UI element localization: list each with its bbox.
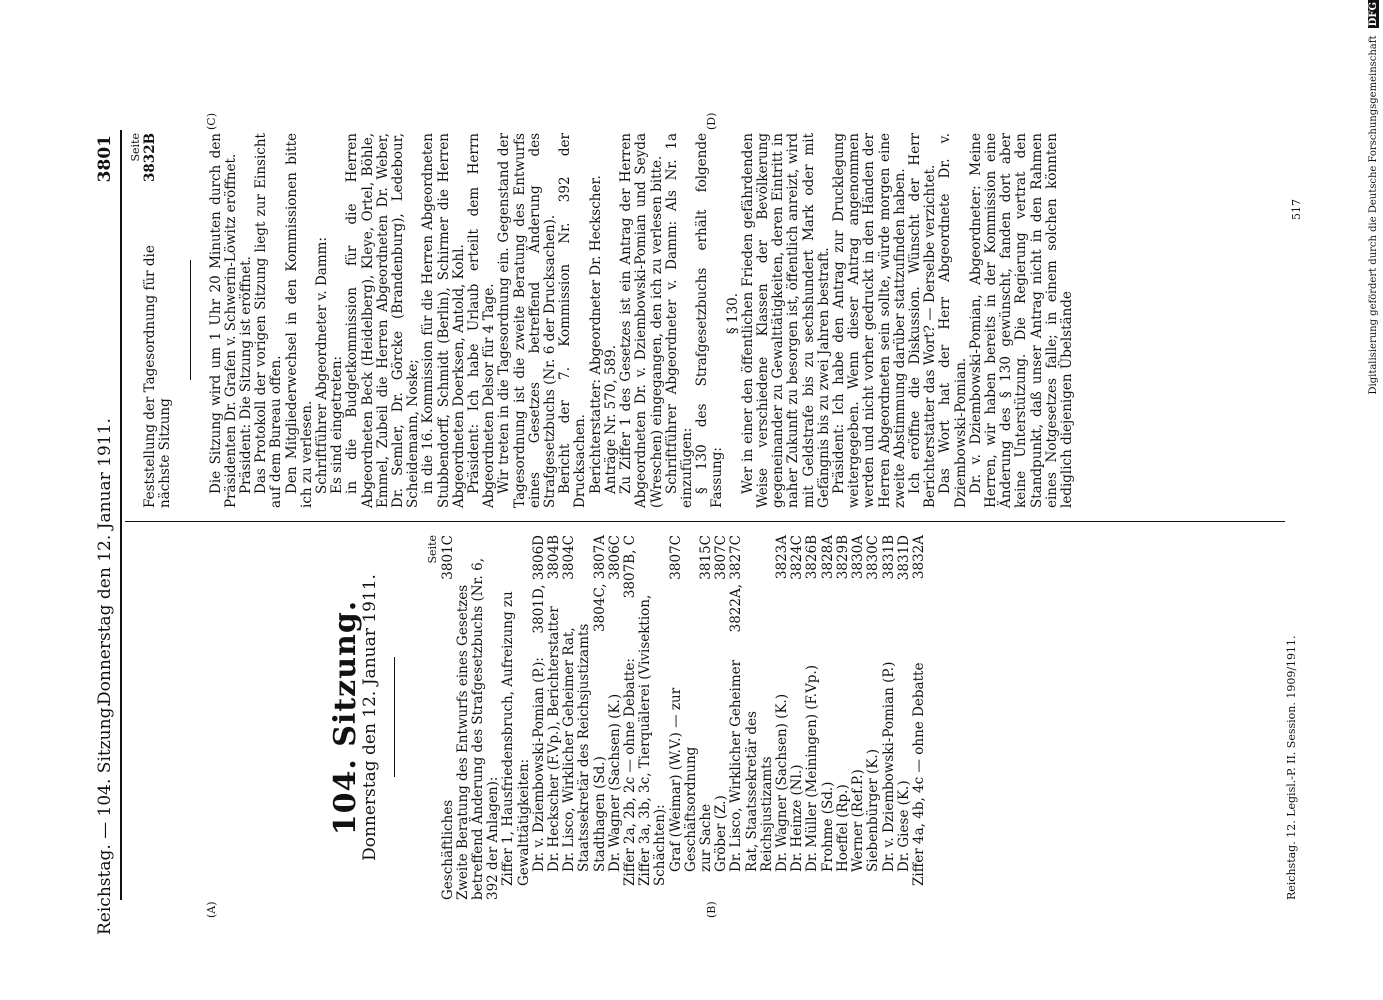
toc-item-text: Ziffer 2a, 2b, 2c — ohne Debatte: <box>622 658 639 886</box>
toc-item-page: 3801D, 3806D <box>530 535 547 634</box>
paragraph: Die Sitzung wird um 1 Uhr 20 Minuten durch den Präsidenten Dr. Grafen v. Schwerin-Löwitz eröffnet. <box>207 133 239 508</box>
paragraph: Anträge Nr. 570, 589. <box>602 344 619 494</box>
toc-item <box>669 535 699 900</box>
section-rule <box>190 261 191 381</box>
title-rule <box>394 658 395 778</box>
toc-item-text: Geschäftliches <box>439 799 456 900</box>
toc-item <box>729 535 775 900</box>
toc-item-text: Dr. Lisco, Wirklicher Geheimer Rat, Staatssekretär des Reichsjustizamts <box>561 623 593 872</box>
dfg-logo: DFG <box>1368 2 1379 27</box>
toc-item-text: Stadthagen (Sd.) <box>591 756 608 872</box>
toc-item <box>638 535 668 900</box>
toc-item-page: 3832A <box>910 535 927 580</box>
paragraph: Präsident: Ich habe Urlaub erteilt dem Herrn Abgeordneten Delsor für 4 Tage. <box>466 133 498 508</box>
toc-item-text: Frohme (Sd.) <box>819 781 836 872</box>
toc-item-page: 3804C, 3807A <box>591 535 608 632</box>
toc-item-text: Ziffer 3a, 3b, 3c, Tierquälerei (Vivisektion, Schächten): <box>637 594 669 886</box>
paragraph: § 130 des Strafgesetzbuchs erhält folgende Fassung: <box>694 133 726 508</box>
toc-item-text: Dr. Heinze (Nl.) <box>789 764 806 872</box>
header-page-number: 3801 <box>95 135 115 183</box>
paragraph: in die Budgetkommission für die Herren Abgeordneten Beck (Heidelberg), Kleye, Ortel, Böhle, Emmel, Zubeil die Herren Abgeordneten Dr. Weber, Dr. Semler, Dr. Görcke (Brandenburg), Ledebour, Scheidemann, Noske; <box>344 133 422 508</box>
toc-item-text: Gröber (Z.) <box>713 795 730 872</box>
toc-item-text: Ziffer 1, Hausfriedensbruch, Aufreizung zu Gewalttätigkeiten: <box>500 591 532 886</box>
paragraph: Schriftführer Abgeordneter v. Damm: Als Nr. 1a einzufügen: <box>663 133 695 508</box>
toc-item-page: 3828A <box>819 535 836 580</box>
toc-item-page: 3804B <box>546 535 563 580</box>
paragraph: Berichterstatter: Abgeordneter Dr. Heckscher. <box>587 175 604 494</box>
toc-item-page: 3823A <box>774 535 791 580</box>
toc-item-text: Dr. Wagner (Sachsen) (K.) <box>606 693 623 872</box>
left-column <box>128 535 927 900</box>
paragraph: Das Protokoll der vorigen Sitzung liegt zur Einsicht auf dem Bureau offen. <box>253 133 285 508</box>
toc-item-text: Graf (Weimar) (W.V.) — zur Geschäftsordnung <box>667 687 699 872</box>
toc-item-page: 3830A <box>850 535 867 580</box>
paragraph: Ich eröffne die Diskussion. Wünscht der Herr Berichterstatter das Wort? — Derselbe verzichtet. <box>906 133 939 508</box>
session-date: Donnerstag den 12. Januar 1911. <box>360 574 381 861</box>
toc-item <box>882 535 897 900</box>
toc-item-text: Dr. Giese (K.) <box>895 780 912 872</box>
paragraph: Es sind eingetreten: <box>329 355 346 494</box>
dfg-credit-strip <box>1368 0 1383 1000</box>
toc-item <box>821 535 836 900</box>
toc-item-page: 3822A, 3827C <box>728 535 745 633</box>
right-column <box>128 133 1075 508</box>
toc-item <box>699 535 714 900</box>
toc-item-page: 3804C <box>561 535 578 580</box>
paragraph: Dr. v. Dziembowski-Pomian, Abgeordneter: Meine Herren, wir haben bereits in der Kommission eine Änderung des § 130 gewünscht, fanden dort aber keine Unterstützung. Die Regierung vertrat den Standpunkt, daß unser Antrag nicht in den Rahmen eines Notgesetzes falle; in einem solchen könnten lediglich diejenigen Übelstände <box>967 133 1075 508</box>
page-footer: Reichstag. 12. Legisl.-P. II. Session. 1909/1911. <box>1285 635 1298 900</box>
toc-item <box>714 535 729 900</box>
toc-item <box>790 535 805 900</box>
toc-item-text: Feststellung der Tagesordnung für die nächste Sitzung <box>142 245 174 508</box>
paragraph: Wer in einer den öffentlichen Frieden gefährdenden Weise verschiedene Klassen der Bevölkerung gegeneinander zu Gewalttätigkeiten, deren Eintritt in naher Zukunft zu besorgen ist, öffentlich anreizt, wird mit Geldstrafe bis zu sechshundert Mark oder mit Gefängnis bis zu zwei Jahren bestraft. <box>739 133 832 508</box>
toc-item-text: Werner (Ref.P.) <box>850 769 867 872</box>
header-rule <box>120 130 122 900</box>
paragraph: Bericht der 7. Kommission Nr. 392 der Drucksachen. <box>557 133 589 508</box>
toc-item-page: 3801C <box>439 535 456 580</box>
toc-item-text: Dr. Müller (Meiningen) (F.Vp.) <box>804 664 821 872</box>
toc-item <box>456 535 502 900</box>
paragraph: Schriftführer Abgeordneter v. Damm: <box>314 237 331 494</box>
toc-item-page: 3807C <box>713 535 730 580</box>
toc-item <box>775 535 790 900</box>
paragraph: Präsident: Die Sitzung ist eröffnet. <box>238 256 255 494</box>
paragraph: Wir treten in die Tagesordnung ein. Gegenstand der Tagesordnung ist die zweite Beratung des Entwurfs eines Gesetzes betreffend Änderung des Strafgesetzbuchs (Nr. 6 der Drucksachen). <box>496 133 559 508</box>
paragraph: Präsident: Ich habe den Antrag zur Drucklegung weitergegeben. Wenn dieser Antrag angenommen werden und nicht vorher gedruckt in den Händen der Herren Abgeordneten sein sollte, würde morgen eine zweite Abstimmung darüber stattzufinden haben. <box>830 133 908 508</box>
session-title: 104. Sitzung. <box>328 599 363 836</box>
margin-mark-d: (D) <box>705 112 718 130</box>
toc-item <box>897 535 912 900</box>
toc-item <box>805 535 820 900</box>
toc-item-text: Dr. v. Dziembowski-Pomian (P.) <box>880 661 897 872</box>
column-divider <box>125 521 1285 522</box>
toc-item-page: 3829B <box>834 535 851 580</box>
toc-seite-label-right: Seite <box>129 133 142 162</box>
toc-item-text: Ziffer 4a, 4b, 4c — ohne Debatte <box>910 662 927 886</box>
toc-item <box>593 535 608 900</box>
dfg-credit-text: Digitalisierung gefördert durch die Deutsche Forschungsgemeinschaft <box>1368 35 1379 395</box>
toc-item <box>547 535 562 900</box>
toc-item-text: Dr. Heckscher (F.Vp.), Berichterstatter <box>546 606 563 872</box>
toc-item-page: 3807C <box>667 535 684 580</box>
toc-item-page: 3831D <box>895 535 912 581</box>
toc-item <box>912 535 927 900</box>
toc-item <box>866 535 881 900</box>
toc-item <box>608 535 623 900</box>
toc-item <box>532 535 547 900</box>
paragraph: Das Wort hat der Herr Abgeordnete Dr. v. Dziembowski-Pomian. <box>937 133 969 508</box>
paragraph: Zu Ziffer 1 des Gesetzes ist ein Antrag der Herren Abgeordneten Dr. v. Dziembowski-Pomian und Seyda (Wreschen) eingegangen, den ich zu verlesen bitte. <box>618 133 665 508</box>
toc-item-page: 3831B <box>880 535 897 580</box>
header-center: Donnerstag den 12. Januar 1911. <box>95 418 115 705</box>
toc-item <box>501 535 531 900</box>
toc-item <box>441 535 456 900</box>
toc-item-text: Dr. Wagner (Sachsen) (K.) <box>774 693 791 872</box>
table-of-contents <box>441 535 928 900</box>
signature-number: 517 <box>1290 199 1303 220</box>
toc-item-page: 3806C <box>606 535 623 580</box>
toc-item-text: Zweite Beratung des Entwurfs eines Gesetzes betreffend Änderung des Strafgesetzbuchs (Nr. 6, 392 der Anlagen): <box>454 558 502 900</box>
toc-item-page: 3815C <box>698 535 715 580</box>
margin-mark-a: (A) <box>205 901 218 918</box>
toc-item-text: Dr. v. Dziembowski-Pomian (P.): <box>530 657 547 872</box>
toc-item-text: zur Sache <box>698 803 715 872</box>
paragraph: in die 16. Kommission für die Herren Abgeordneten Stubbendorff, Schmidt (Berlin), Schirmer die Herren Abgeordneten Doerksen, Antold, Kohl. <box>420 133 467 508</box>
toc-item-page: 3830C <box>865 535 882 580</box>
toc-item <box>836 535 851 900</box>
toc-item <box>623 535 638 900</box>
toc-item <box>562 535 592 900</box>
toc-item-page: 3826B <box>804 535 821 580</box>
header-left: Reichstag. — 104. Sitzung. <box>95 702 115 935</box>
toc-seite-label: Seite <box>426 535 440 564</box>
paragraph: Den Mitgliederwechsel in den Kommissionen bitte ich zu verlesen. <box>283 133 315 508</box>
toc-item-text: Siebenbürger (K.) <box>865 749 882 872</box>
toc-item <box>851 535 866 900</box>
toc-item-page: 3807B, C <box>622 535 639 599</box>
toc-item-text: Hoeffel (Rp.) <box>834 784 851 872</box>
margin-mark-b: (B) <box>705 901 718 918</box>
margin-mark-c: (C) <box>205 113 218 130</box>
toc-item <box>143 133 173 508</box>
running-header <box>95 135 117 935</box>
paragraph: § 130. <box>724 292 741 335</box>
toc-item-text: Dr. Lisco, Wirklicher Geheimer Rat, Staatssekretär des Reichsjustizamts <box>728 659 775 872</box>
toc-item-page: 3832B <box>142 133 159 182</box>
proceedings-text <box>209 133 1076 508</box>
toc-item-page: 3824C <box>789 535 806 580</box>
